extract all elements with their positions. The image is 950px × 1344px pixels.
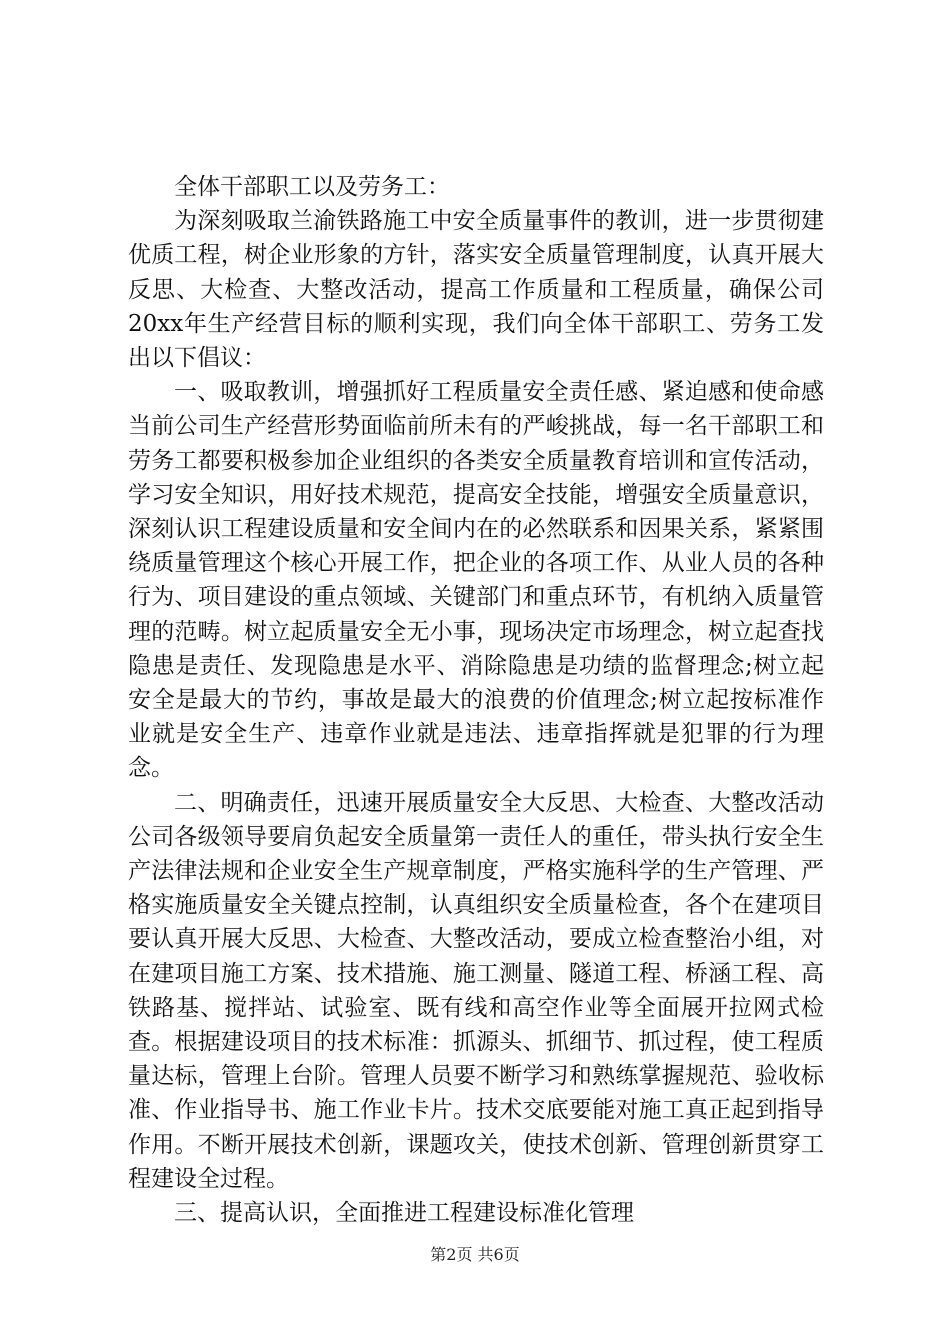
document-body (128, 170, 824, 1230)
paragraph-section-3-heading: 三、提高认识，全面推进工程建设标准化管理 (174, 1200, 634, 1227)
salutation: 全体干部职工以及劳务工： (174, 174, 450, 200)
page-number-footer: 第2页 共6页 (430, 1245, 520, 1264)
paragraph-section-2: 二、明确责任，迅速开展质量安全大反思、大检查、大整改活动公司各级领导要肩负起安全质量第一责任人的重任，带头执行安全生产法律法规和企业安全生产规章制度，严格实施科学的生产管理、严格实施质量安全关键点控制，认真组织安全质量检查，各个在建项目要认真开展大反思、大检查、大整改活动，要成立检查整治小组，对在建项目施工方案、技术措施、施工测量、隧道工程、桥涵工程、高铁路基、搅拌站、试验室、既有线和高空作业等全面展开拉网式检查。根据建设项目的技术标准：抓源头、抓细节、抓过程，使工程质量达标，管理上台阶。管理人员要不断学习和熟练掌握规范、验收标准、作业指导书、施工作业卡片。技术交底要能对施工真正起到指导作用。不断开展技术创新，课题攻关，使技术创新、管理创新贯穿工程建设全过程。 (128, 789, 824, 1192)
paragraph-intro: 为深刻吸取兰渝铁路施工中安全质量事件的教训，进一步贯彻建优质工程，树企业形象的方针，落实安全质量管理制度，认真开展大反思、大检查、大整改活动，提高工作质量和工程质量，确保公司20xx年生产经营目标的顺利实现，我们向全体干部职工、劳务工发出以下倡议： (128, 208, 824, 372)
paragraph-section-1: 一、吸取教训，增强抓好工程质量安全责任感、紧迫感和使命感当前公司生产经营形势面临前所未有的严峻挑战，每一名干部职工和劳务工都要积极参加企业组织的各类安全质量教育培训和宣传活动，学习安全知识，用好技术规范，提高安全技能，增强安全质量意识，深刻认识工程建设质量和安全间内在的必然联系和因果关系，紧紧围绕质量管理这个核心开展工作，把企业的各项工作、从业人员的各种行为、项目建设的重点领域、关键部门和重点环节，有机纳入质量管理的范畴。树立起质量安全无小事，现场决定市场理念，树立起查找隐患是责任、发现隐患是水平、消除隐患是功绩的监督理念;树立起安全是最大的节约，事故是最大的浪费的价值理念;树立起按标准作业就是安全生产、违章作业就是违法、违章指挥就是犯罪的行为理念。 (128, 379, 824, 782)
